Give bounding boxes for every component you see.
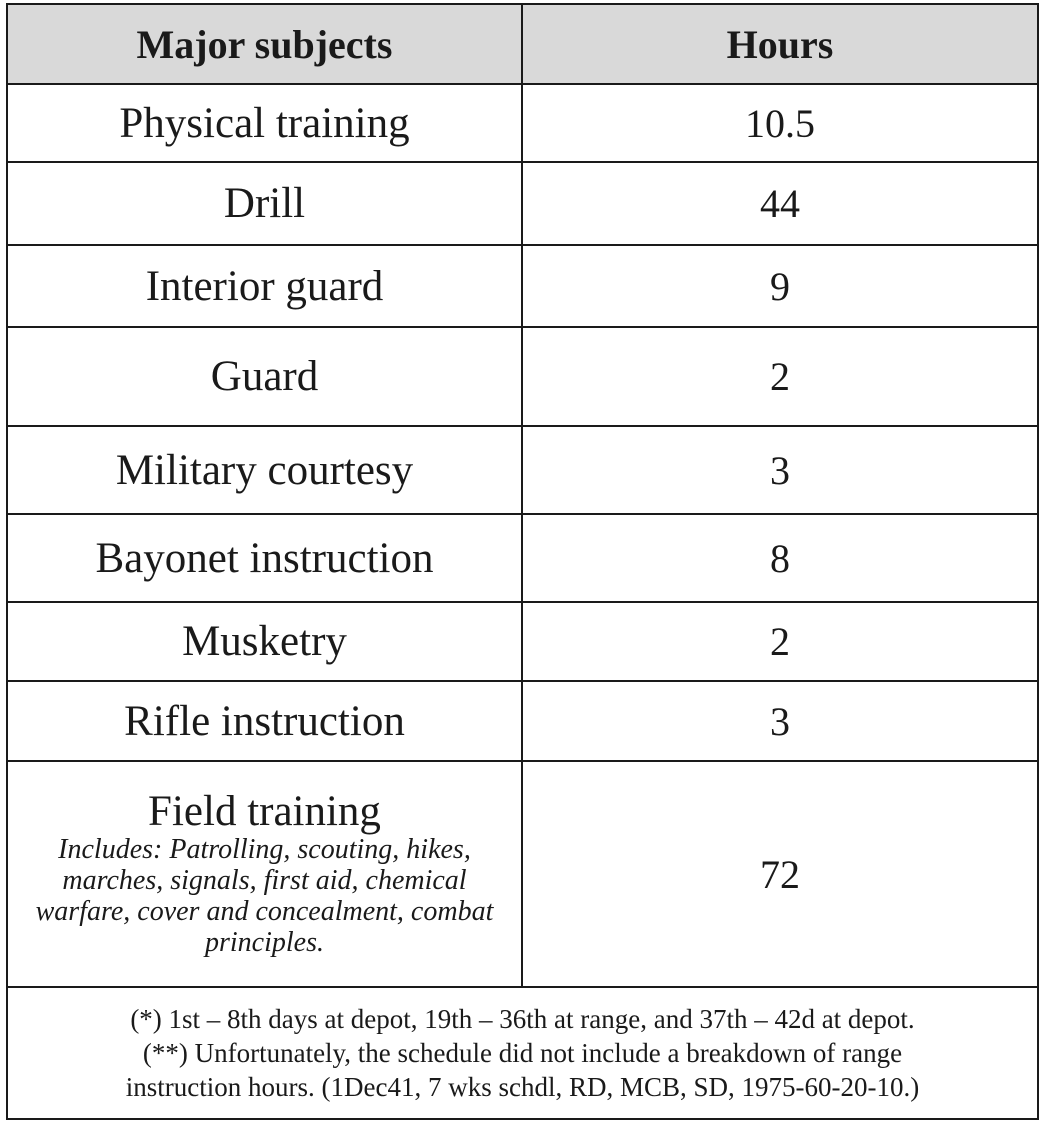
- hours-cell: 8: [522, 514, 1038, 602]
- hours-cell: 72: [522, 761, 1038, 987]
- table-row: [7, 514, 1038, 602]
- subject-cell: Drill: [7, 162, 522, 245]
- hours-cell: 10.5: [522, 84, 1038, 162]
- footnote-line: instruction hours. (1Dec41, 7 wks schdl, RD, MCB, SD, 1975-60-20-10.): [125, 1072, 920, 1102]
- table-row: [7, 84, 1038, 162]
- subject-cell: Physical training: [7, 84, 522, 162]
- subject-cell: Guard: [7, 327, 522, 426]
- field-training-title: Field training: [148, 788, 381, 835]
- footnote-line: (*) 1st – 8th days at depot, 19th – 36th at range, and 37th – 42d at depot.: [130, 1004, 915, 1034]
- hours-cell: 3: [522, 681, 1038, 761]
- subject-cell: [7, 761, 522, 987]
- subject-cell: Bayonet instruction: [7, 514, 522, 602]
- table-row: [7, 327, 1038, 426]
- subject-cell: Rifle instruction: [7, 681, 522, 761]
- footnote-row: [7, 987, 1038, 1119]
- table-row: [7, 162, 1038, 245]
- subject-cell: Musketry: [7, 602, 522, 681]
- footnote-line: (**) Unfortunately, the schedule did not include a breakdown of range: [142, 1038, 903, 1068]
- header-hours: Hours: [522, 4, 1038, 84]
- table-row: [7, 761, 1038, 987]
- field-training-note: Includes: Patrolling, scouting, hikes, marches, signals, first aid, chemical warfare, cover and concealment, combat principles.: [35, 834, 494, 958]
- subject-cell: Military courtesy: [7, 426, 522, 514]
- hours-cell: 3: [522, 426, 1038, 514]
- header-row: [7, 4, 1038, 84]
- footnotes-cell: [7, 987, 1038, 1119]
- hours-cell: 2: [522, 327, 1038, 426]
- hours-cell: 44: [522, 162, 1038, 245]
- table-row: [7, 426, 1038, 514]
- header-major-subjects: Major subjects: [7, 4, 522, 84]
- hours-cell: 9: [522, 245, 1038, 327]
- table-row: [7, 681, 1038, 761]
- table-row: [7, 245, 1038, 327]
- table-row: [7, 602, 1038, 681]
- training-schedule-table: [6, 3, 1039, 1120]
- subject-cell: Interior guard: [7, 245, 522, 327]
- hours-cell: 2: [522, 602, 1038, 681]
